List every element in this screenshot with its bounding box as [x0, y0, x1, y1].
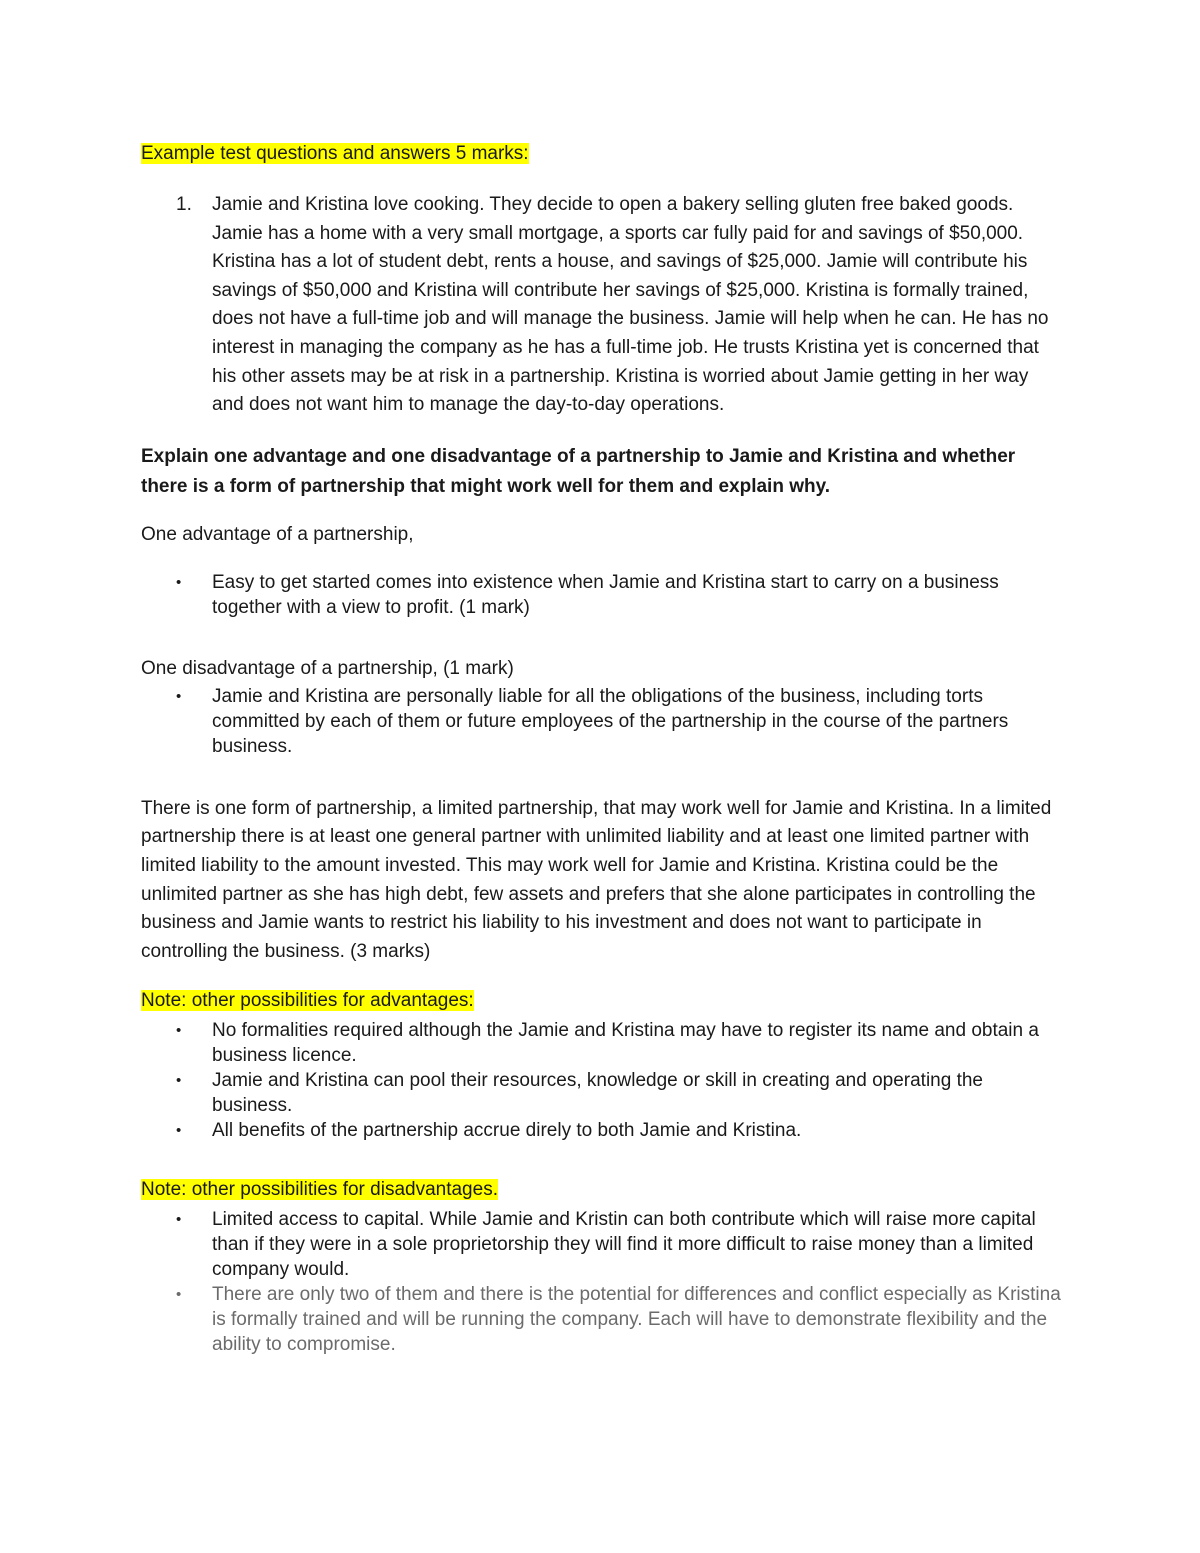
question-list	[141, 191, 1061, 420]
disadvantage-list	[141, 684, 1061, 759]
advantage-label: One advantage of a partnership,	[141, 523, 414, 545]
note-advantages-label	[141, 988, 1061, 1014]
note-disadvantages-text: Note: other possibilities for disadvantages.	[141, 1179, 498, 1201]
document-page	[141, 141, 1061, 1357]
heading	[141, 141, 1061, 167]
note-disadvantages-label	[141, 1177, 1061, 1203]
bullet-icon: •	[176, 687, 182, 705]
heading-text: Example test questions and answers 5 marks:	[141, 143, 529, 164]
bullet-icon: •	[176, 1211, 182, 1229]
list-item	[141, 1018, 1061, 1068]
question-1	[141, 191, 1061, 420]
note-disadvantage-item: There are only two of them and there is the potential for differences and conflict especially as Kristina is formally trained and will be running the company. Each will have to demonstrate flexibility and the ability to compromise.	[212, 1284, 1061, 1356]
question-prompt: Explain one advantage and one disadvantage of a partnership to Jamie and Kristina and whether there is a form of partnership that might work well for them and explain why.	[141, 445, 1016, 497]
bullet-icon: •	[176, 1286, 182, 1304]
list-item	[141, 570, 1061, 620]
note-advantages-list	[141, 1018, 1061, 1143]
list-item	[141, 1282, 1061, 1357]
note-disadvantage-item: Limited access to capital. While Jamie and Kristin can both contribute which will raise more capital than if they were in a sole proprietorship they will find it more difficult to raise money than a limited company would.	[212, 1209, 1036, 1281]
note-advantages-text: Note: other possibilities for advantages:	[141, 990, 474, 1012]
list-item	[141, 684, 1061, 759]
disadvantage-label: One disadvantage of a partnership, (1 mark)	[141, 657, 514, 679]
limited-partnership-paragraph: There is one form of partnership, a limited partnership, that may work well for Jamie and Kristina. In a limited partnership there is at least one general partner with unlimited liability and at least one limited partner with limited liability to the amount invested. This may work well for Jamie and Kristina. Kristina could be the unlimited partner as she has high debt, few assets and prefers that she alone participates in controlling the business and Jamie wants to restrict his liability to his investment and does not want to participate in controlling the business. (3 marks)	[141, 797, 1052, 962]
advantage-list	[141, 570, 1061, 620]
list-item	[141, 1207, 1061, 1282]
note-advantage-item: Jamie and Kristina can pool their resources, knowledge or skill in creating and operating the business.	[212, 1070, 983, 1117]
note-advantage-item: All benefits of the partnership accrue direly to both Jamie and Kristina.	[212, 1120, 802, 1142]
bullet-icon: •	[176, 573, 182, 591]
list-item	[141, 1068, 1061, 1118]
disadvantage-bullet: Jamie and Kristina are personally liable for all the obligations of the business, including torts committed by each of them or future employees of the partnership in the course of the partners business.	[212, 685, 1009, 757]
bullet-icon: •	[176, 1122, 182, 1140]
bullet-icon: •	[176, 1022, 182, 1040]
note-advantage-item: No formalities required although the Jamie and Kristina may have to register its name and obtain a business licence.	[212, 1020, 1039, 1067]
note-disadvantages-list	[141, 1207, 1061, 1357]
list-item	[141, 1118, 1061, 1143]
advantage-bullet: Easy to get started comes into existence when Jamie and Kristina start to carry on a business together with a view to profit. (1 mark)	[212, 571, 999, 618]
question-number: 1.	[176, 194, 192, 215]
bullet-icon: •	[176, 1072, 182, 1090]
question-text: Jamie and Kristina love cooking. They decide to open a bakery selling gluten free baked goods. Jamie has a home with a very small mortgage, a sports car fully paid for and savings of $50,000. Kristina has a lot of student debt, rents a house, and savings of $25,000. Jamie will contribute his savings of $50,000 and Kristina will contribute her savings of $25,000. Kristina is formally trained, does not have a full-time job and will manage the business. Jamie will help when he can. He has no interest in managing the company as he has a full-time job. He trusts Kristina yet is concerned that his other assets may be at risk in a partnership. Kristina is worried about Jamie getting in her way and does not want him to manage the day-to-day operations.	[212, 194, 1049, 416]
